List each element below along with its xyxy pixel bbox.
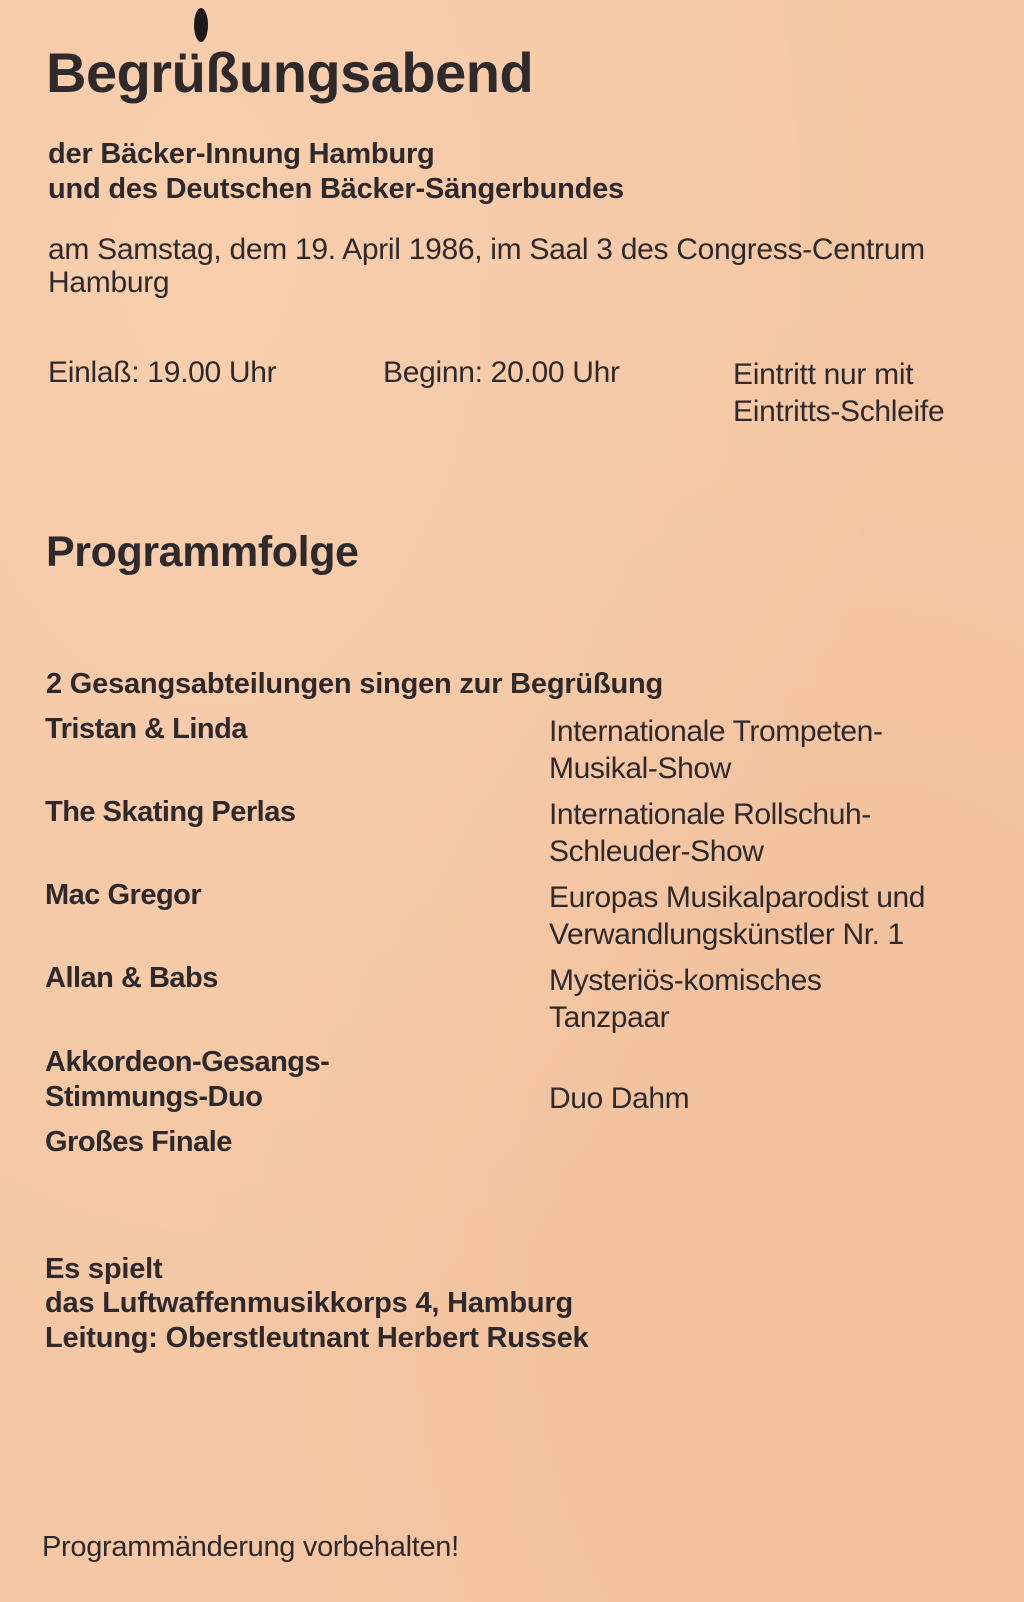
- eintritt-line-1: Eintritt nur mit: [733, 358, 914, 391]
- act-name: Großes Finale: [45, 1126, 232, 1158]
- organizer-line-2: und des Deutschen Bäcker-Sängerbundes: [48, 173, 624, 205]
- venue-line-2: Hamburg: [48, 266, 170, 299]
- act-name-line-1: Akkordeon-Gesangs-: [45, 1046, 330, 1078]
- music-line-1: Es spielt: [45, 1253, 163, 1285]
- eintritt-line-2: Eintritts-Schleife: [733, 395, 945, 428]
- act-description-line-2: Musikal-Show: [549, 752, 731, 785]
- einlass-time: Einlaß: 19.00 Uhr: [48, 356, 277, 389]
- act-description-line-1: Mysteriös-komisches: [549, 964, 822, 997]
- programme-heading: Programmfolge: [46, 528, 359, 576]
- act-name: Allan & Babs: [45, 962, 218, 994]
- programme-intro: 2 Gesangsabteilungen singen zur Begrüßung: [46, 668, 663, 700]
- act-description-line-2: Schleuder-Show: [549, 835, 764, 868]
- page-title: Begrüßungsabend: [46, 41, 534, 104]
- act-description-line-1: Internationale Rollschuh-: [549, 798, 871, 831]
- act-name: The Skating Perlas: [45, 796, 296, 828]
- music-line-3: Leitung: Oberstleutnant Herbert Russek: [45, 1322, 589, 1354]
- act-description: Duo Dahm: [549, 1082, 690, 1115]
- act-description-line-1: Internationale Trompeten-: [549, 715, 883, 748]
- act-name: Tristan & Linda: [45, 713, 247, 745]
- beginn-time: Beginn: 20.00 Uhr: [383, 356, 620, 389]
- venue-line-1: am Samstag, dem 19. April 1986, im Saal 3 des Congress-Centrum: [48, 233, 925, 266]
- act-description-line-1: Europas Musikalparodist und: [549, 881, 926, 914]
- music-line-2: das Luftwaffenmusikkorps 4, Hamburg: [45, 1287, 573, 1319]
- ink-spot: [194, 8, 208, 42]
- act-name-line-2: Stimmungs-Duo: [45, 1081, 263, 1113]
- act-description-line-2: Verwandlungskünstler Nr. 1: [549, 918, 904, 951]
- footer-note: Programmänderung vorbehalten!: [42, 1531, 459, 1563]
- act-description-line-2: Tanzpaar: [549, 1001, 670, 1034]
- organizer-line-1: der Bäcker-Innung Hamburg: [48, 138, 435, 170]
- act-name: Mac Gregor: [45, 879, 202, 911]
